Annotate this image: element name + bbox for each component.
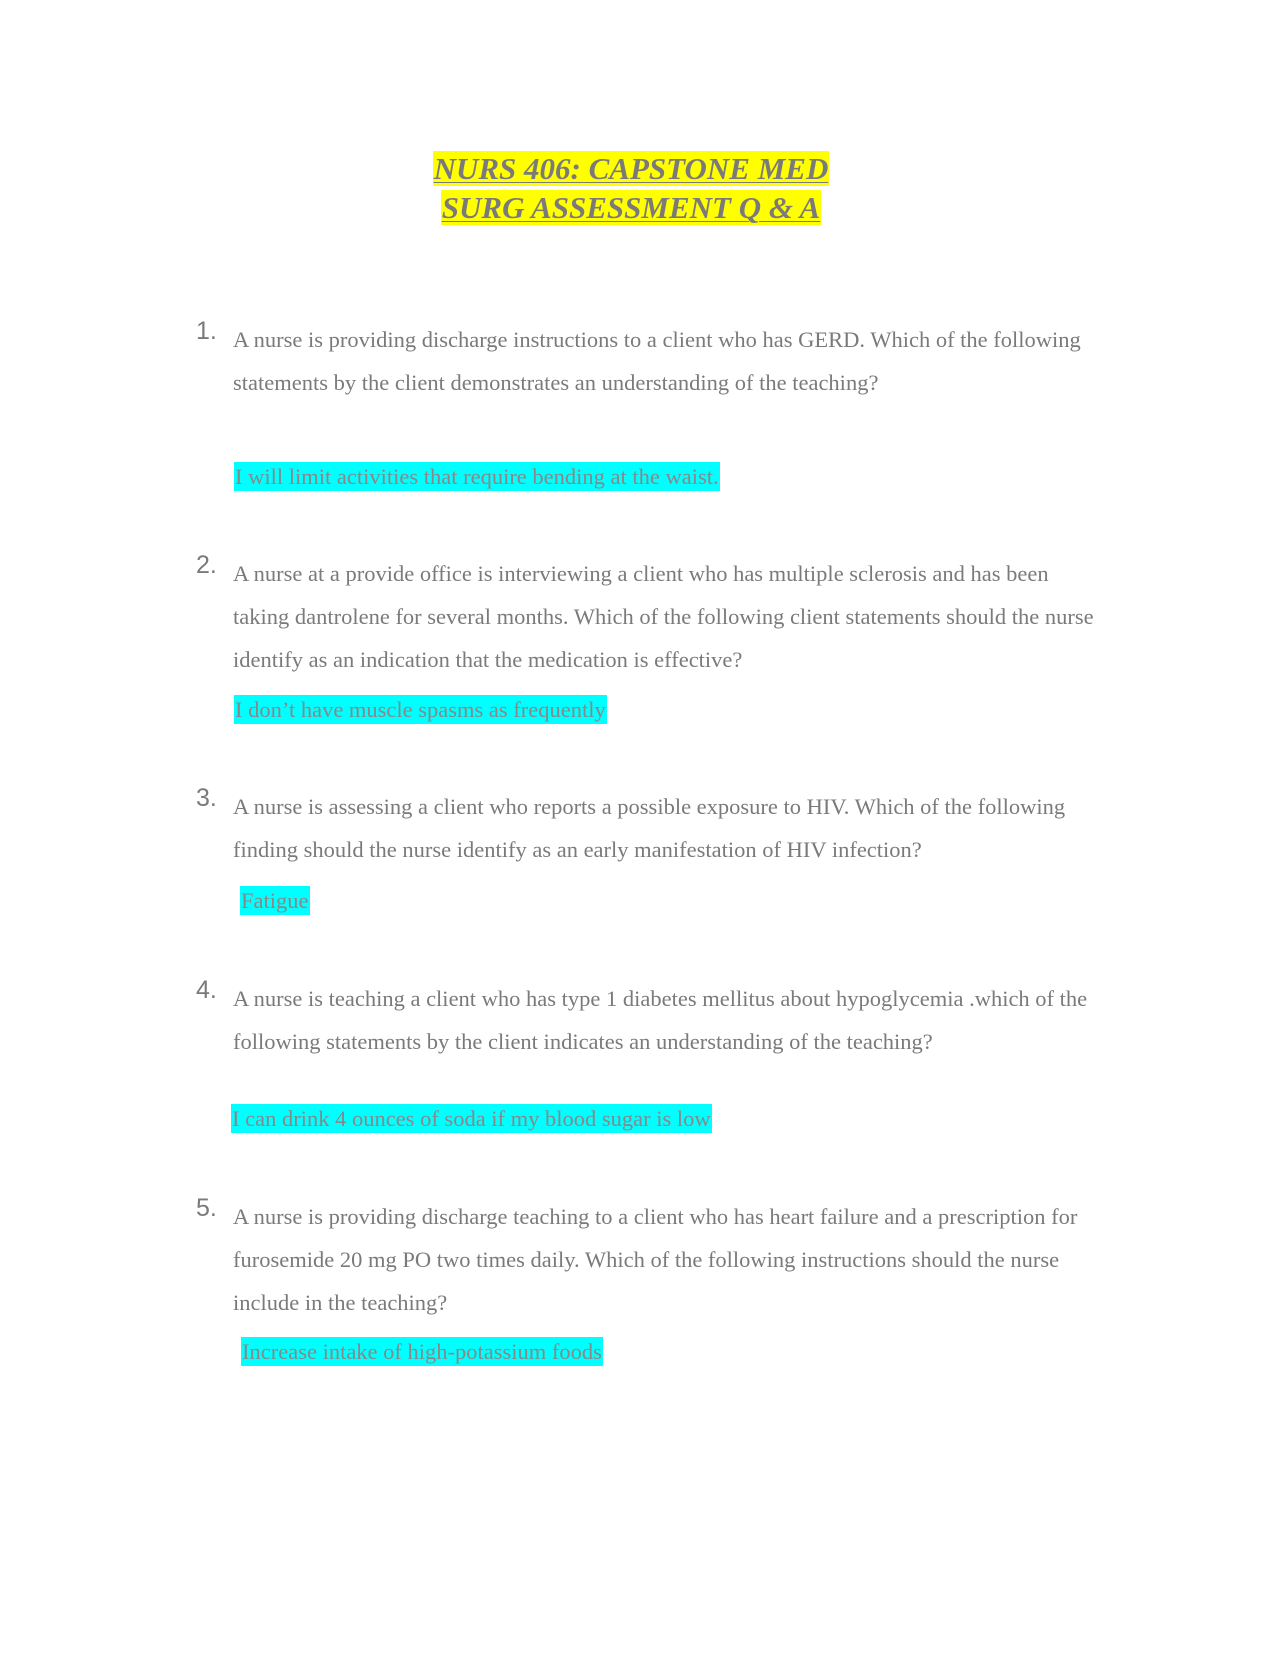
answer-text: I don’t have muscle spasms as frequently — [235, 697, 606, 722]
answer-text: Fatigue — [241, 888, 309, 913]
question-number: 3. — [196, 784, 217, 812]
question-text: A nurse is providing discharge instructions to a client who has GERD. Which of the following statements by the client demonstrates an understanding of the teaching? — [233, 327, 1081, 395]
answer-text: I will limit activities that require bending at the waist. — [235, 464, 719, 489]
answer-text: Increase intake of high-potassium foods — [242, 1339, 602, 1364]
document-title-line-1: NURS 406: CAPSTONE MED — [433, 151, 829, 186]
question-text: A nurse is providing discharge teaching to a client who has heart failure and a prescription for furosemide 20 mg PO two times daily. Which of the following instructions should the nurse include in the teaching? — [233, 1204, 1078, 1315]
question-number: 2. — [196, 551, 217, 579]
answer-highlight — [231, 1104, 712, 1134]
question-text: A nurse is teaching a client who has type 1 diabetes mellitus about hypoglycemia .which of the following statements by the client indicates an understanding of the teaching? — [233, 986, 1088, 1054]
question-number: 5. — [196, 1194, 217, 1222]
answer-highlight — [240, 886, 310, 916]
document-title-line-2: SURG ASSESSMENT Q & A — [441, 190, 821, 225]
question-text: A nurse is assessing a client who reports a possible exposure to HIV. Which of the following finding should the nurse identify as an early manifestation of HIV infection? — [233, 794, 1066, 862]
answer-highlight — [241, 1337, 603, 1367]
answer-highlight — [234, 695, 607, 725]
answer-highlight — [234, 462, 720, 492]
answer-text: I can drink 4 ounces of soda if my blood sugar is low — [232, 1106, 711, 1131]
question-number: 1. — [196, 317, 217, 345]
question-text: A nurse at a provide office is interviewing a client who has multiple sclerosis and has been taking dantrolene for several months. Which of the following client statements should the nurse identify as an indication that the medication is effective? — [233, 561, 1094, 672]
question-number: 4. — [196, 976, 217, 1004]
